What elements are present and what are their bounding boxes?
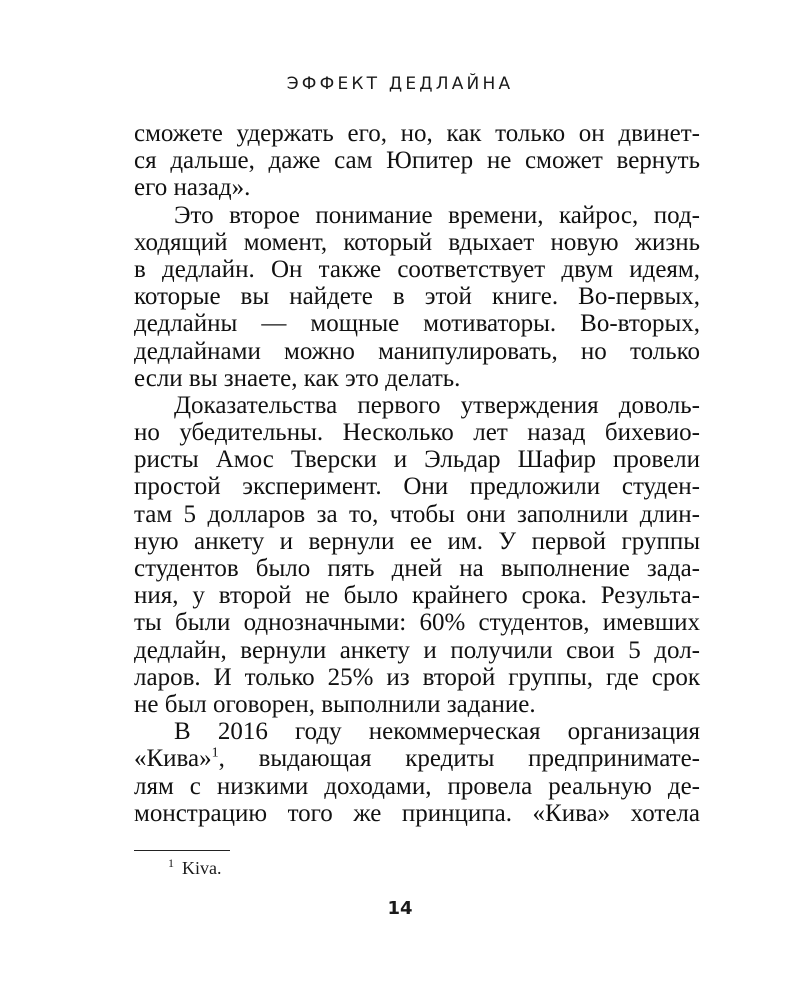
text-line: дедлайны — мощные мотиваторы. Во-вторых,: [134, 310, 700, 338]
text-line: Это второе понимание времени, кайрос, под-: [174, 201, 700, 229]
text-line: ся дальше, даже сам Юпитер не сможет вернуть: [134, 147, 700, 175]
body-text: [134, 120, 700, 827]
text-line: монстрацию того же принципа. «Кива» хотела: [134, 799, 700, 827]
text-line: которые вы найдете в этой книге. Во-первых,: [134, 283, 700, 311]
text-line: простой эксперимент. Они предложили студен-: [134, 473, 700, 501]
running-head: ЭФФЕКТ ДЕДЛАЙНА: [286, 74, 514, 94]
text-line: ходящий момент, который вдыхает новую жизнь: [134, 228, 700, 256]
text-line-with-footnote-ref: [134, 745, 700, 772]
text-line: ларов. И только 25% из второй группы, где срок: [134, 663, 700, 691]
text-fragment: , выдающая кредиты предпринимате-: [218, 745, 700, 773]
text-line: дедлайнами можно манипулировать, но только: [134, 337, 700, 365]
text-line: если вы знаете, как это делать.: [134, 364, 461, 392]
text-line: В 2016 году некоммерческая организация: [174, 718, 700, 746]
text-line: там 5 долларов за то, чтобы они заполнили длин-: [134, 500, 700, 528]
footnote: [168, 858, 222, 879]
text-line: ты были однозначными: 60% студентов, имевших: [134, 609, 700, 637]
footnote-reference[interactable]: 1: [211, 745, 219, 761]
text-line: не был оговорен, выполнили задание.: [134, 690, 536, 718]
text-line: ристы Амос Тверски и Эльдар Шафир провели: [134, 446, 700, 474]
text-line: но убедительны. Несколько лет назад бихевио-: [134, 419, 700, 447]
text-fragment: «Кива»: [134, 745, 212, 773]
footnote-mark: 1: [168, 856, 174, 870]
text-line: дедлайн, вернули анкету и получили свои 5 дол-: [134, 636, 700, 664]
text-line: ную анкету и вернули ее им. У первой группы: [134, 527, 700, 555]
text-line: студентов было пять дней на выполнение зада-: [134, 555, 700, 582]
text-line: ния, у второй не было крайнего срока. Результа-: [134, 582, 700, 610]
text-line: Доказательства первого утверждения доволь-: [174, 391, 700, 419]
text-line: лям с низкими доходами, провела реальную де-: [134, 772, 700, 800]
footnote-text: Kiva.: [182, 858, 222, 878]
text-line: его назад».: [134, 174, 251, 202]
page-number: 14: [387, 898, 413, 919]
text-line: в дедлайн. Он также соответствует двум идеям,: [134, 255, 700, 283]
text-line: сможете удержать его, но, как только он двинет-: [134, 120, 700, 147]
footnote-divider: [134, 850, 230, 851]
